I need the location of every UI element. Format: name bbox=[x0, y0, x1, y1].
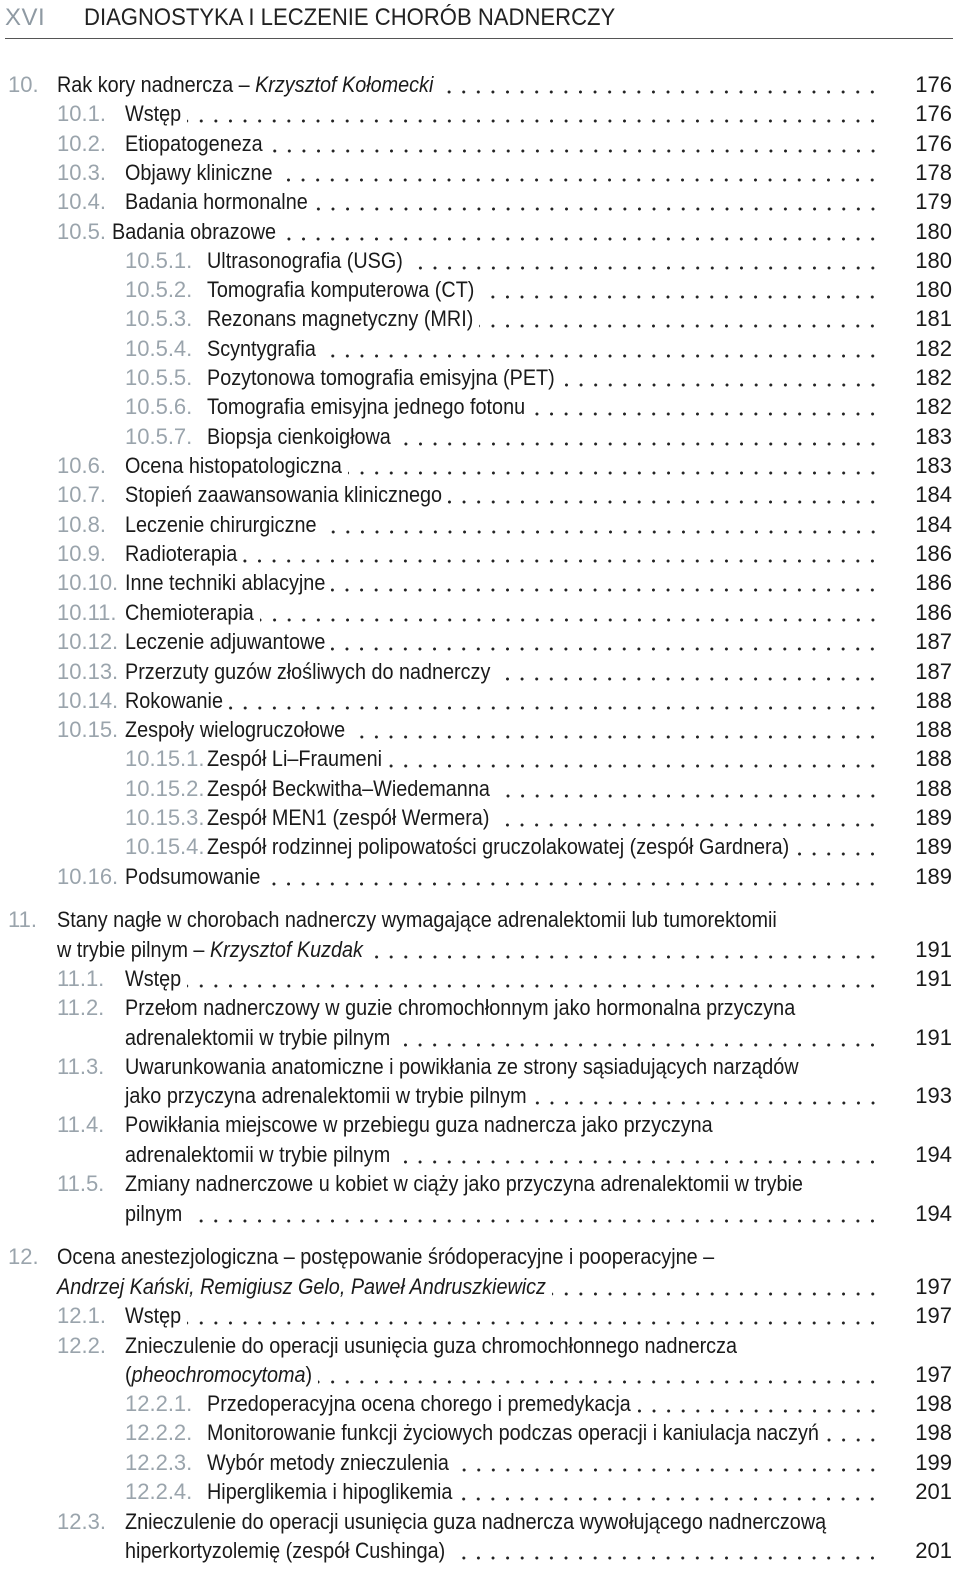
entry-number: 10.5.4. bbox=[125, 336, 193, 361]
dot-leader bbox=[396, 1043, 880, 1047]
page-number: 201 bbox=[915, 1479, 952, 1504]
section-number: XVI bbox=[5, 4, 46, 31]
dot-leader bbox=[825, 1438, 880, 1442]
dot-leader bbox=[495, 823, 880, 827]
entry-number: 10.6. bbox=[57, 453, 106, 478]
page-number: 188 bbox=[915, 776, 952, 801]
entry-title-text: Zespół rodzinnej polipowatości gruczolakowatej (zespół Gardnera) bbox=[207, 834, 790, 859]
entry-number: 10.13. bbox=[57, 659, 119, 684]
dot-leader bbox=[318, 1380, 880, 1384]
entry-number: 10.8. bbox=[57, 512, 106, 537]
dot-leader bbox=[396, 1160, 880, 1164]
page-number: 183 bbox=[915, 453, 952, 478]
page-number: 191 bbox=[915, 966, 952, 991]
toc-entry[interactable] bbox=[0, 568, 960, 597]
entry-title-text: Zespół Beckwitha–Wiedemanna bbox=[207, 776, 490, 801]
page-number: 181 bbox=[915, 306, 952, 331]
entry-title-text: Znieczulenie do operacji usunięcia guza nadnercza wywołującego nadnerczową bbox=[125, 1509, 827, 1534]
entry-number: 10.9. bbox=[57, 541, 106, 566]
page-number: 178 bbox=[915, 160, 952, 185]
dot-leader bbox=[269, 149, 880, 153]
entry-title-text: Przerzuty guzów złośliwych do nadnerczy bbox=[125, 659, 491, 684]
toc-entry[interactable] bbox=[0, 1199, 960, 1228]
toc-entry[interactable] bbox=[0, 686, 960, 715]
toc-entry[interactable] bbox=[0, 1507, 960, 1536]
entry-title-text: adrenalektomii w trybie pilnym bbox=[125, 1142, 391, 1167]
entry-title-text: Powikłania miejscowe w przebiegu guza nadnercza jako przyczyna bbox=[125, 1112, 713, 1137]
dot-leader bbox=[322, 354, 880, 358]
toc-entry[interactable] bbox=[0, 304, 960, 333]
toc-entry[interactable] bbox=[0, 598, 960, 627]
entry-title-text: Stany nagłe w chorobach nadnerczy wymagające adrenalektomii lub tumorektomii bbox=[57, 907, 777, 932]
page-number: 187 bbox=[915, 629, 952, 654]
page-number: 198 bbox=[915, 1391, 952, 1416]
entry-title bbox=[125, 862, 260, 891]
toc-entry[interactable] bbox=[0, 70, 960, 99]
entry-title-text: w trybie pilnym – bbox=[57, 937, 210, 962]
entry-number: 10.5.3. bbox=[125, 306, 193, 331]
dot-leader bbox=[451, 1556, 880, 1560]
toc-entry[interactable] bbox=[0, 1242, 960, 1271]
dot-leader bbox=[187, 984, 880, 988]
entry-title bbox=[125, 1052, 799, 1081]
entry-number: 11.5. bbox=[57, 1171, 105, 1196]
entry-title bbox=[207, 363, 555, 392]
page-number: 186 bbox=[915, 600, 952, 625]
entry-title bbox=[125, 1331, 737, 1360]
dot-leader bbox=[278, 178, 880, 182]
entry-number: 10.5.1. bbox=[125, 248, 193, 273]
entry-number: 10.11. bbox=[57, 600, 117, 625]
toc-entry[interactable] bbox=[0, 539, 960, 568]
toc-entry[interactable] bbox=[0, 1023, 960, 1052]
entry-title-suffix: ) bbox=[305, 1362, 313, 1387]
entry-number: 10.5.2. bbox=[125, 277, 193, 302]
toc-entry[interactable] bbox=[0, 862, 960, 891]
page-number: 197 bbox=[915, 1274, 952, 1299]
entry-number: 11.1. bbox=[57, 966, 105, 991]
page-number: 197 bbox=[915, 1362, 952, 1387]
toc-entry[interactable] bbox=[0, 129, 960, 158]
entry-title-text: Wstęp bbox=[125, 101, 182, 126]
toc-entry[interactable] bbox=[0, 246, 960, 275]
dot-leader bbox=[496, 677, 880, 681]
entry-title-text: Uwarunkowania anatomiczne i powikłania ze strony sąsiadujących narządów bbox=[125, 1054, 799, 1079]
toc-entry[interactable] bbox=[0, 1140, 960, 1169]
entry-number: 12. bbox=[8, 1244, 39, 1269]
toc-entry[interactable] bbox=[0, 510, 960, 539]
dot-leader bbox=[188, 1219, 880, 1223]
entry-title bbox=[125, 1023, 390, 1052]
entry-title bbox=[125, 1110, 713, 1139]
toc-entry[interactable] bbox=[0, 935, 960, 964]
dot-leader bbox=[331, 647, 880, 651]
page-number: 188 bbox=[915, 717, 952, 742]
entry-title-text: Tomografia emisyjna jednego fotonu bbox=[207, 394, 526, 419]
toc-entry[interactable] bbox=[0, 774, 960, 803]
page-number: 199 bbox=[915, 1450, 952, 1475]
dot-leader bbox=[229, 706, 880, 710]
page-number: 180 bbox=[915, 248, 952, 273]
toc-entry[interactable] bbox=[0, 1389, 960, 1418]
toc-entry[interactable] bbox=[0, 392, 960, 421]
entry-title-text: Radioterapia bbox=[125, 541, 238, 566]
page-number: 176 bbox=[915, 101, 952, 126]
entry-title bbox=[207, 774, 490, 803]
entry-number: 10.15.4. bbox=[125, 834, 205, 859]
dot-leader bbox=[552, 1292, 880, 1296]
page-number: 186 bbox=[915, 570, 952, 595]
dot-leader bbox=[455, 1468, 880, 1472]
dot-leader bbox=[479, 324, 880, 328]
entry-number: 12.2. bbox=[57, 1333, 106, 1358]
toc-entry[interactable] bbox=[0, 803, 960, 832]
dot-leader bbox=[397, 442, 880, 446]
entry-number: 10.5.6. bbox=[125, 394, 193, 419]
entry-title bbox=[125, 964, 181, 993]
entry-title bbox=[125, 657, 490, 686]
entry-author: pheochromocytoma bbox=[131, 1362, 306, 1387]
entry-number: 10.15.2. bbox=[125, 776, 205, 801]
entry-title-text: Stopień zaawansowania klinicznego bbox=[125, 482, 443, 507]
entry-title-text: Chemioterapia bbox=[125, 600, 254, 625]
entry-title bbox=[207, 1448, 449, 1477]
page-number: 184 bbox=[915, 482, 952, 507]
toc-entry[interactable] bbox=[0, 1477, 960, 1506]
dot-leader bbox=[561, 383, 880, 387]
entry-title-text: Ultrasonografia (USG) bbox=[207, 248, 403, 273]
page-number: 179 bbox=[915, 189, 952, 214]
entry-title-text: Pozytonowa tomografia emisyjna (PET) bbox=[207, 365, 555, 390]
entry-title-text: Scyntygrafia bbox=[207, 336, 316, 361]
entry-title-text: Znieczulenie do operacji usunięcia guza chromochłonnego nadnercza bbox=[125, 1333, 737, 1358]
entry-number: 10.5.7. bbox=[125, 424, 193, 449]
entry-title bbox=[207, 422, 391, 451]
dot-leader bbox=[533, 1101, 880, 1105]
entry-title bbox=[125, 568, 325, 597]
entry-title-text: adrenalektomii w trybie pilnym bbox=[125, 1025, 391, 1050]
entry-title bbox=[112, 217, 276, 246]
entry-number: 12.2.4. bbox=[125, 1479, 193, 1504]
entry-title bbox=[125, 993, 795, 1022]
entry-number: 10.14. bbox=[57, 688, 119, 713]
entry-number: 12.2.3. bbox=[125, 1450, 193, 1475]
entry-title bbox=[125, 1507, 826, 1536]
entry-title bbox=[57, 1272, 546, 1301]
entry-title-text: Wstęp bbox=[125, 1303, 182, 1328]
page-number: 194 bbox=[915, 1142, 952, 1167]
dot-leader bbox=[448, 500, 880, 504]
toc-entry[interactable] bbox=[0, 422, 960, 451]
entry-title-text: Podsumowanie bbox=[125, 864, 261, 889]
entry-title-text: Monitorowanie funkcji życiowych podczas operacji i kaniulacja naczyń bbox=[207, 1420, 819, 1445]
page-number: 183 bbox=[915, 424, 952, 449]
toc-entry[interactable] bbox=[0, 1448, 960, 1477]
page-number: 189 bbox=[915, 805, 952, 830]
toc-entry[interactable] bbox=[0, 964, 960, 993]
entry-title-text: Zespół MEN1 (zespół Wermera) bbox=[207, 805, 490, 830]
toc-entry[interactable] bbox=[0, 1272, 960, 1301]
entry-number: 11.3. bbox=[57, 1054, 105, 1079]
toc-entry[interactable] bbox=[0, 363, 960, 392]
dot-leader bbox=[369, 955, 880, 959]
entry-title-text: jako przyczyna adrenalektomii w trybie pilnym bbox=[125, 1083, 527, 1108]
page-number: 198 bbox=[915, 1420, 952, 1445]
entry-title-text: Leczenie adjuwantowe bbox=[125, 629, 326, 654]
entry-number: 11.4. bbox=[57, 1112, 105, 1137]
entry-number: 10.5.5. bbox=[125, 365, 193, 390]
toc-entry[interactable] bbox=[0, 715, 960, 744]
page-number: 180 bbox=[915, 277, 952, 302]
entry-title bbox=[207, 744, 382, 773]
entry-title bbox=[57, 905, 777, 934]
dot-leader bbox=[282, 237, 880, 241]
entry-number: 12.3. bbox=[57, 1509, 106, 1534]
entry-title bbox=[125, 158, 272, 187]
entry-title bbox=[125, 451, 342, 480]
entry-title bbox=[125, 539, 237, 568]
entry-author: Krzysztof Kuzdak bbox=[209, 937, 363, 962]
page-number: 197 bbox=[915, 1303, 952, 1328]
toc-entry[interactable] bbox=[0, 275, 960, 304]
entry-title-text: Leczenie chirurgiczne bbox=[125, 512, 317, 537]
page-number: 188 bbox=[915, 688, 952, 713]
toc-entry[interactable] bbox=[0, 993, 960, 1022]
entry-title bbox=[125, 598, 254, 627]
entry-title-text: Zespół Li–Fraumeni bbox=[207, 746, 382, 771]
entry-title-text: Tomografia komputerowa (CT) bbox=[207, 277, 475, 302]
toc-entry[interactable] bbox=[0, 627, 960, 656]
entry-number: 10.1. bbox=[57, 101, 106, 126]
entry-author: Andrzej Kański, Remigiusz Gelo, Paweł Andruszkiewicz bbox=[57, 1274, 546, 1299]
entry-number: 10. bbox=[8, 72, 39, 97]
entry-number: 10.15.1. bbox=[125, 746, 205, 771]
entry-title bbox=[125, 480, 442, 509]
entry-title-text: ( bbox=[125, 1362, 132, 1387]
entry-title bbox=[207, 392, 525, 421]
entry-title-text: Badania obrazowe bbox=[112, 219, 277, 244]
dot-leader bbox=[531, 412, 880, 416]
entry-author: Krzysztof Kołomecki bbox=[255, 72, 434, 97]
entry-title bbox=[207, 803, 489, 832]
entry-title bbox=[207, 275, 474, 304]
entry-title bbox=[125, 1536, 445, 1565]
entry-number: 12.1. bbox=[57, 1303, 106, 1328]
entry-number: 10.7. bbox=[57, 482, 106, 507]
page-number: 176 bbox=[915, 131, 952, 156]
toc-entry[interactable] bbox=[0, 217, 960, 246]
dot-leader bbox=[323, 530, 880, 534]
toc-entry[interactable] bbox=[0, 832, 960, 861]
entry-title-text: Ocena histopatologiczna bbox=[125, 453, 342, 478]
toc-entry[interactable] bbox=[0, 1169, 960, 1198]
page-number: 184 bbox=[915, 512, 952, 537]
entry-title-text: Zmiany nadnerczowe u kobiet w ciąży jako przyczyna adrenalektomii w trybie bbox=[125, 1171, 803, 1196]
toc-entry[interactable] bbox=[0, 1110, 960, 1139]
dot-leader bbox=[314, 207, 880, 211]
page-number: 194 bbox=[915, 1201, 952, 1226]
page-number: 182 bbox=[915, 394, 952, 419]
entry-title bbox=[125, 99, 181, 128]
entry-title bbox=[125, 1081, 527, 1110]
page-number: 201 bbox=[915, 1538, 952, 1563]
toc-entry[interactable] bbox=[0, 1331, 960, 1360]
entry-title bbox=[57, 1242, 714, 1271]
dot-leader bbox=[480, 295, 880, 299]
dot-leader bbox=[260, 618, 880, 622]
toc-entry[interactable] bbox=[0, 187, 960, 216]
toc-entry[interactable] bbox=[0, 1360, 960, 1389]
entry-title-text: Etiopatogeneza bbox=[125, 131, 263, 156]
entry-title-text: Rak kory nadnercza – bbox=[57, 72, 256, 97]
toc-entry[interactable] bbox=[0, 1418, 960, 1447]
entry-title bbox=[125, 686, 223, 715]
dot-leader bbox=[439, 90, 880, 94]
entry-title bbox=[125, 627, 325, 656]
toc-entry[interactable] bbox=[0, 1081, 960, 1110]
page-title: DIAGNOSTYKA I LECZENIE CHORÓB NADNERCZY bbox=[84, 4, 616, 31]
toc-entry[interactable] bbox=[0, 334, 960, 363]
page-number: 191 bbox=[915, 1025, 952, 1050]
page-number: 191 bbox=[915, 937, 952, 962]
page-number: 189 bbox=[915, 864, 952, 889]
toc-entry[interactable] bbox=[0, 1052, 960, 1081]
dot-leader bbox=[496, 794, 880, 798]
page-number: 186 bbox=[915, 541, 952, 566]
entry-title bbox=[125, 129, 263, 158]
page-number: 182 bbox=[915, 365, 952, 390]
toc-entry[interactable] bbox=[0, 905, 960, 934]
page-number: 189 bbox=[915, 834, 952, 859]
entry-title bbox=[125, 1360, 312, 1389]
entry-number: 10.15. bbox=[57, 717, 119, 742]
entry-title bbox=[125, 715, 345, 744]
entry-number: 10.12. bbox=[57, 629, 119, 654]
entry-title bbox=[207, 1418, 819, 1447]
entry-title-text: Badania hormonalne bbox=[125, 189, 308, 214]
entry-title-text: Biopsja cienkoigłowa bbox=[207, 424, 391, 449]
dot-leader bbox=[331, 588, 880, 592]
entry-title-text: Wstęp bbox=[125, 966, 182, 991]
toc-entry[interactable] bbox=[0, 657, 960, 686]
entry-number: 10.3. bbox=[57, 160, 106, 185]
dot-leader bbox=[388, 764, 880, 768]
toc-entry[interactable] bbox=[0, 99, 960, 128]
entry-number: 11.2. bbox=[57, 995, 105, 1020]
entry-title-text: Inne techniki ablacyjne bbox=[125, 570, 326, 595]
entry-title bbox=[207, 1477, 452, 1506]
entry-number: 10.5. bbox=[57, 219, 106, 244]
page-number: 180 bbox=[915, 219, 952, 244]
dot-leader bbox=[409, 266, 880, 270]
dot-leader bbox=[266, 882, 880, 886]
entry-title-text: Wybór metody znieczulenia bbox=[207, 1450, 449, 1475]
entry-number: 10.10. bbox=[57, 570, 119, 595]
entry-title-text: Ocena anestezjologiczna – postępowanie śródoperacyjne i pooperacyjne – bbox=[57, 1244, 715, 1269]
entry-title bbox=[125, 510, 317, 539]
entry-title bbox=[125, 1301, 181, 1330]
dot-leader bbox=[187, 1321, 880, 1325]
toc-entry[interactable] bbox=[0, 1301, 960, 1330]
entry-number: 10.15.3. bbox=[125, 805, 205, 830]
dot-leader bbox=[187, 119, 880, 123]
entry-title bbox=[207, 832, 789, 861]
entry-title bbox=[125, 1169, 803, 1198]
entry-title bbox=[207, 334, 316, 363]
entry-title-text: Objawy kliniczne bbox=[125, 160, 273, 185]
dot-leader bbox=[637, 1409, 880, 1413]
page-number: 182 bbox=[915, 336, 952, 361]
entry-title bbox=[125, 187, 308, 216]
entry-title-text: Rezonans magnetyczny (MRI) bbox=[207, 306, 474, 331]
entry-number: 10.4. bbox=[57, 189, 106, 214]
toc-entry[interactable] bbox=[0, 158, 960, 187]
entry-number: 10.16. bbox=[57, 864, 119, 889]
entry-title-text: Rokowanie bbox=[125, 688, 223, 713]
entry-title-text: Przedoperacyjna ocena chorego i premedykacja bbox=[207, 1391, 631, 1416]
dot-leader bbox=[458, 1497, 880, 1501]
entry-title-text: hiperkortyzolemię (zespół Cushinga) bbox=[125, 1538, 446, 1563]
entry-title bbox=[207, 1389, 631, 1418]
entry-title bbox=[207, 246, 403, 275]
entry-title bbox=[57, 935, 363, 964]
page-number: 187 bbox=[915, 659, 952, 684]
page-number: 193 bbox=[915, 1083, 952, 1108]
dot-leader bbox=[348, 471, 880, 475]
entry-number: 12.2.1. bbox=[125, 1391, 193, 1416]
entry-title bbox=[125, 1199, 182, 1228]
toc-entry[interactable] bbox=[0, 744, 960, 773]
toc-entry[interactable] bbox=[0, 451, 960, 480]
entry-number: 10.2. bbox=[57, 131, 106, 156]
page-number: 188 bbox=[915, 746, 952, 771]
entry-title bbox=[125, 1140, 390, 1169]
entry-title-text: Przełom nadnerczowy w guzie chromochłonnym jako hormonalna przyczyna bbox=[125, 995, 796, 1020]
entry-number: 12.2.2. bbox=[125, 1420, 193, 1445]
toc-entry[interactable] bbox=[0, 480, 960, 509]
dot-leader bbox=[243, 559, 880, 563]
entry-title-text: Hiperglikemia i hipoglikemia bbox=[207, 1479, 453, 1504]
toc-entry[interactable] bbox=[0, 1536, 960, 1565]
entry-title bbox=[57, 70, 433, 99]
entry-number: 11. bbox=[8, 907, 37, 932]
dot-leader bbox=[795, 852, 880, 856]
dot-leader bbox=[351, 735, 880, 739]
page-number: 176 bbox=[915, 72, 952, 97]
entry-title bbox=[207, 304, 473, 333]
entry-title-text: Zespoły wielogruczołowe bbox=[125, 717, 346, 742]
entry-title-text: pilnym bbox=[125, 1201, 183, 1226]
